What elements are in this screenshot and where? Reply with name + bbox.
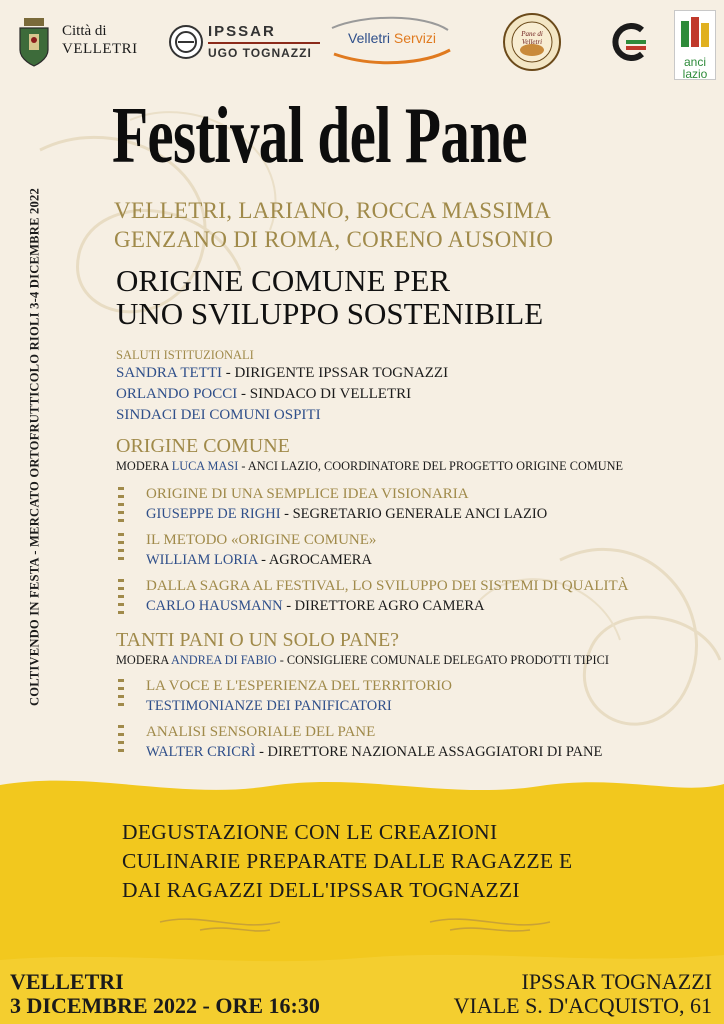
ipssar-logo	[208, 24, 320, 60]
towns-line: GENZANO DI ROMA, CORENO AUSONIO	[114, 227, 554, 252]
event-venue	[454, 970, 712, 1018]
degustazione-line: DAI RAGAZZI DELL'IPSSAR TOGNAZZI	[122, 878, 520, 902]
moderator-prefix: MODERA	[116, 459, 172, 473]
subtitle-line: ORIGINE COMUNE PER	[116, 263, 451, 298]
pane-di-velletri-seal	[502, 12, 562, 72]
bullet-bar-icon	[118, 725, 124, 757]
towns-line: VELLETRI, LARIANO, ROCCA MASSIMA	[114, 198, 552, 223]
bullet-bar-icon	[118, 679, 124, 711]
event-city: VELLETRI	[10, 969, 124, 994]
venue-name: IPSSAR TOGNAZZI	[521, 969, 712, 994]
subtitle-line: UNO SVILUPPO SOSTENIBILE	[116, 296, 544, 331]
talk-item	[116, 722, 706, 762]
event-date-time: 3 DICEMBRE 2022 - ORE 16:30	[10, 993, 320, 1018]
talk-item	[116, 530, 706, 570]
logo-divider	[208, 42, 320, 44]
talk-role: - SEGRETARIO GENERALE ANCI LAZIO	[280, 506, 548, 522]
venue-address: VIALE S. D'ACQUISTO, 61	[453, 993, 712, 1018]
logo-text-line: anci	[683, 55, 706, 69]
program	[116, 347, 706, 762]
speaker-row	[116, 384, 706, 405]
velletri-servizi-logo	[324, 16, 454, 66]
moderator-name: ANDREA DI FABIO	[171, 653, 277, 667]
talk-speaker-row	[146, 696, 706, 716]
event-date-location	[10, 970, 320, 1018]
event-subtitle	[116, 264, 543, 330]
talk-speaker-row	[146, 742, 706, 762]
talk-role: - AGROCAMERA	[257, 552, 372, 568]
talk-speaker: CARLO HAUSMANN	[146, 598, 283, 614]
anci-lazio-logo	[674, 10, 716, 80]
moderator-row	[116, 458, 706, 474]
moderator-role: - CONSIGLIERE COMUNALE DELEGATO PRODOTTI TIPICI	[276, 653, 609, 667]
degustazione-note	[122, 818, 572, 905]
talk-speaker: GIUSEPPE DE RIGHI	[146, 506, 281, 522]
talk-speaker: WILLIAM LORIA	[146, 552, 258, 568]
speaker-name: ORLANDO POCCI	[116, 386, 238, 402]
anci-tower-icon	[675, 11, 715, 51]
talk-speaker: WALTER CRICRÌ	[146, 744, 256, 760]
speaker-row	[116, 405, 706, 426]
logo-text-line: VELLETRI	[62, 41, 138, 57]
bullet-bar-icon	[118, 533, 124, 565]
talk-title: DALLA SAGRA AL FESTIVAL, LO SVILUPPO DEI SISTEMI DI QUALITÀ	[146, 578, 629, 594]
talk-speaker-row	[146, 504, 706, 524]
logo-text-line: Città di	[62, 23, 107, 39]
talk-speaker-row	[146, 596, 706, 616]
speaker-row	[116, 363, 706, 384]
speaker-role: - SINDACO DI VELLETRI	[237, 386, 412, 402]
saluti-heading: SALUTI ISTITUZIONALI	[116, 348, 254, 362]
logo-text-line: Servizi	[393, 30, 436, 46]
talk-title: IL METODO «ORIGINE COMUNE»	[146, 532, 377, 548]
talk-title: LA VOCE E L'ESPERIENZA DEL TERRITORIO	[146, 678, 452, 694]
moderator-row	[116, 652, 706, 668]
speaker-name: SANDRA TETTI	[116, 365, 222, 381]
origine-comune-logo-icon	[608, 20, 652, 64]
bullet-bar-icon	[118, 487, 124, 527]
event-side-banner	[22, 132, 48, 762]
logo-text-line: lazio	[682, 67, 708, 81]
speaker-role: - DIRIGENTE IPSSAR TOGNAZZI	[221, 365, 449, 381]
moderator-role: - ANCI LAZIO, COORDINATORE DEL PROGETTO ORIGINE COMUNE	[238, 459, 624, 473]
talk-item	[116, 676, 706, 716]
servizi-text	[348, 30, 436, 46]
seal-text: Pane di Velletri	[521, 30, 543, 46]
partner-logos	[0, 0, 724, 92]
degustazione-line: DEGUSTAZIONE CON LE CREAZIONI	[122, 820, 498, 844]
speaker-name: SINDACI DEI COMUNI OSPITI	[116, 407, 321, 423]
bullet-bar-icon	[118, 579, 124, 619]
talk-speaker: TESTIMONIANZE DEI PANIFICATORI	[146, 698, 392, 714]
page-title: Festival del Pane	[112, 92, 527, 180]
velletri-crest-icon	[16, 16, 52, 68]
section-heading: ORIGINE COMUNE	[116, 435, 290, 457]
talk-role: - DIRETTORE AGRO CAMERA	[282, 598, 485, 614]
ipssar-emblem-icon	[168, 24, 204, 60]
talk-item	[116, 576, 706, 616]
talk-title: ORIGINE DI UNA SEMPLICE IDEA VISIONARIA	[146, 486, 469, 502]
talk-speaker-row	[146, 550, 706, 570]
logo-text-line: Velletri	[348, 30, 391, 46]
velletri-city-logo	[62, 22, 138, 58]
logo-text-line: UGO TOGNAZZI	[208, 46, 312, 60]
section-heading: TANTI PANI O UN SOLO PANE?	[116, 629, 400, 651]
talk-role: - DIRETTORE NAZIONALE ASSAGGIATORI DI PANE	[255, 744, 603, 760]
side-banner-text: COLTIVENDO IN FESTA - MERCATO ORTOFRUTTICOLO RIOLI 3-4 DICEMBRE 2022	[27, 187, 42, 707]
talk-title: ANALISI SENSORIALE DEL PANE	[146, 724, 376, 740]
degustazione-line: CULINARIE PREPARATE DALLE RAGAZZE E	[122, 849, 573, 873]
talk-item	[116, 484, 706, 524]
moderator-prefix: MODERA	[116, 653, 172, 667]
logo-text-line: IPSSAR	[208, 23, 276, 40]
participating-towns	[114, 196, 553, 254]
moderator-name: LUCA MASI	[171, 459, 239, 473]
